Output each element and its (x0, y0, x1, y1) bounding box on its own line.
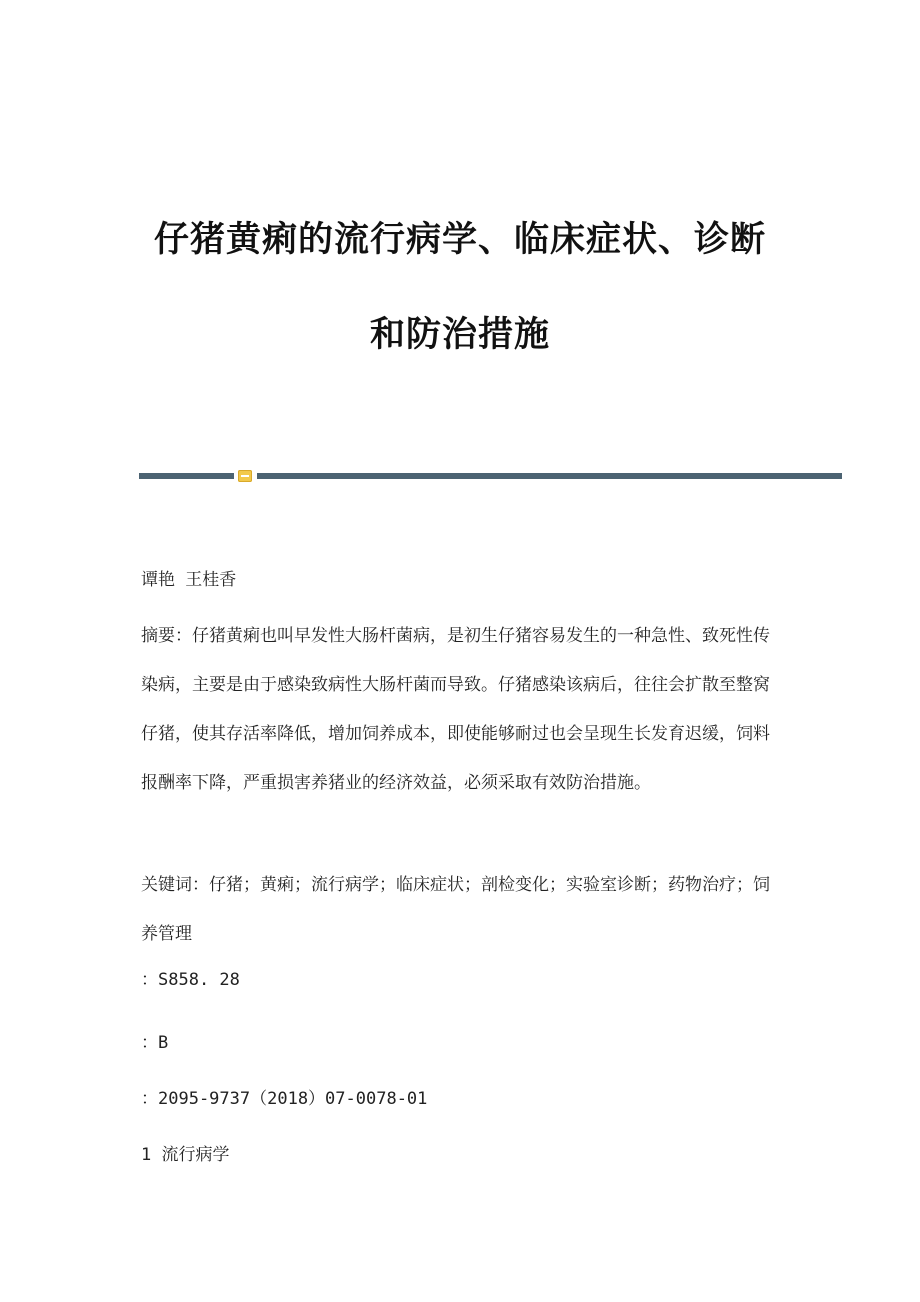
title-divider (139, 470, 842, 482)
abstract-paragraph: 摘要：仔猪黄痢也叫早发性大肠杆菌病，是初生仔猪容易发生的一种急性、致死性传染病，主要是由于感染致病性大肠杆菌而导致。仔猪感染该病后，往往会扩散至整窝仔猪，使其存活率降低，增加饲养成本，即使能够耐过也会呈现生长发育迟缓，饲料报酬率下降，严重损害养猪业的经济效益，必须采取有效防治措施。 (141, 626, 770, 793)
divider-ornament-icon (238, 470, 252, 482)
document-code: ：B (141, 1033, 169, 1053)
document-title-line-1: 仔猪黄痢的流行病学、临床症状、诊断 (153, 220, 766, 260)
authors: 谭艳 王桂香 (141, 570, 237, 590)
keywords-paragraph: 关键词：仔猪；黄痢；流行病学；临床症状；剖检变化；实验室诊断；药物治疗；饲养管理 (141, 875, 770, 944)
article-id: ：2095-9737（2018）07-0078-01 (141, 1089, 428, 1109)
document-title-line-2: 和防治措施 (369, 315, 550, 355)
clc-number: ：S858. 28 (141, 970, 240, 990)
section-heading: 1 流行病学 (141, 1145, 230, 1165)
divider-bar-left (139, 473, 234, 479)
divider-bar-right (257, 473, 842, 479)
